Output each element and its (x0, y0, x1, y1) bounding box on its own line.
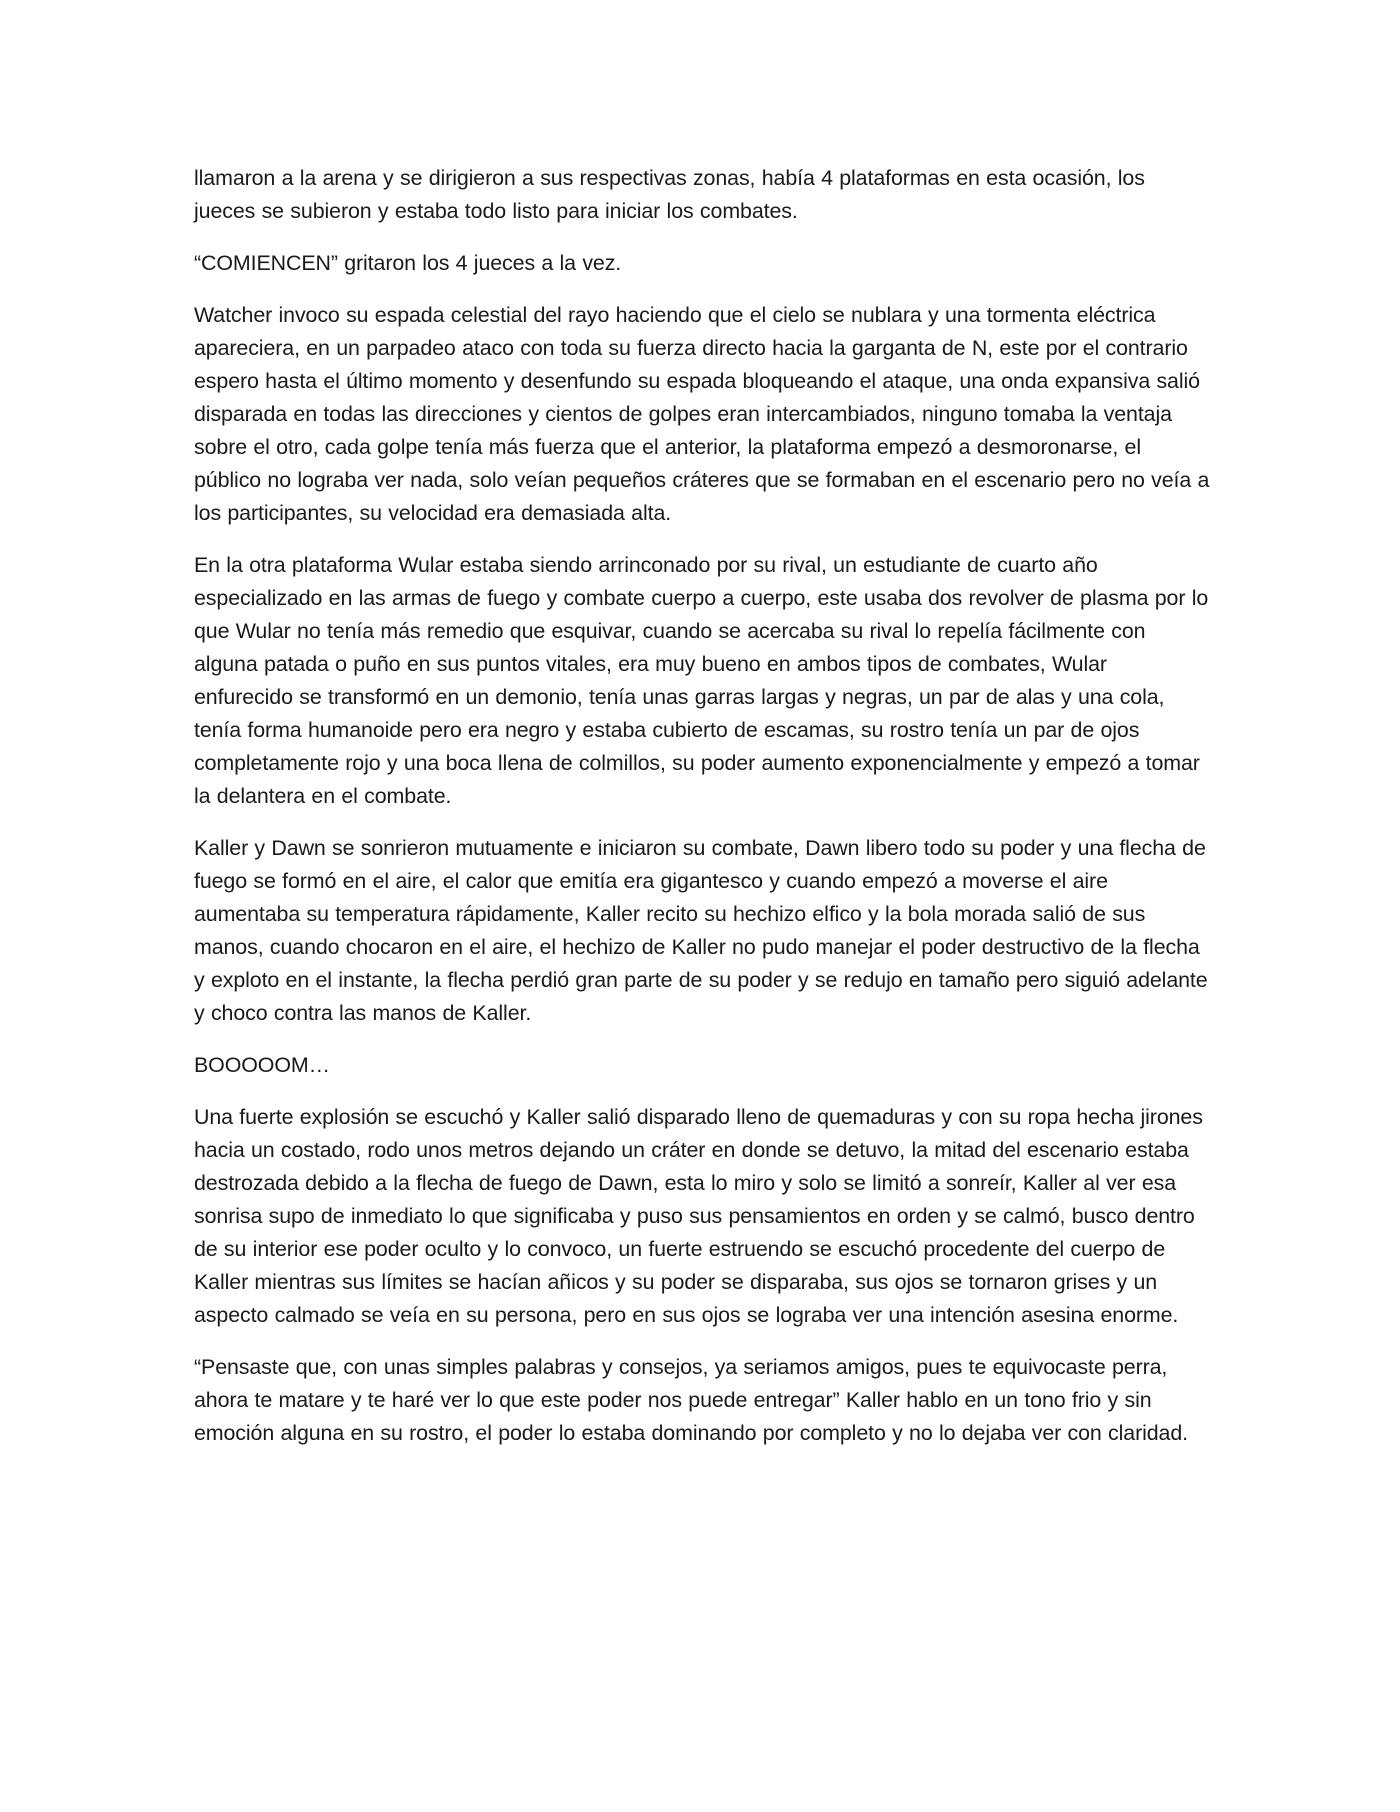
paragraph: Kaller y Dawn se sonrieron mutuamente e iniciaron su combate, Dawn libero todo su poder y una flecha de fuego se formó en el aire, el calor que emitía era gigantesco y cuando empezó a moverse el aire aumentaba su temperatura rápidamente, Kaller recito su hechizo elfico y la bola morada salió de sus manos, cuando chocaron en el aire, el hechizo de Kaller no pudo manejar el poder destructivo de la flecha y exploto en el instante, la flecha perdió gran parte de su poder y se redujo en tamaño pero siguió adelante y choco contra las manos de Kaller. (194, 836, 1208, 1025)
paragraph: BOOOOOM… (194, 1053, 330, 1077)
paragraph: llamaron a la arena y se dirigieron a sus respectivas zonas, había 4 plataformas en esta ocasión, los jueces se subieron y estaba todo listo para iniciar los combates. (194, 166, 1145, 223)
paragraph: “Pensaste que, con unas simples palabras y consejos, ya seriamos amigos, pues te equivocaste perra, ahora te matare y te haré ver lo que este poder nos puede entregar” Kaller hablo en un tono frio y sin emoción alguna en su rostro, el poder lo estaba dominando por completo y no lo dejaba ver con claridad. (194, 1355, 1188, 1445)
paragraph: Watcher invoco su espada celestial del rayo haciendo que el cielo se nublara y una tormenta eléctrica apareciera, en un parpadeo ataco con toda su fuerza directo hacia la garganta de N, este por el contrario espero hasta el último momento y desenfundo su espada bloqueando el ataque, una onda expansiva salió disparada en todas las direcciones y cientos de golpes eran intercambiados, ninguno tomaba la ventaja sobre el otro, cada golpe tenía más fuerza que el anterior, la plataforma empezó a desmoronarse, el público no lograba ver nada, solo veían pequeños cráteres que se formaban en el escenario pero no veía a los participantes, su velocidad era demasiada alta. (194, 303, 1210, 525)
paragraph: En la otra plataforma Wular estaba siendo arrinconado por su rival, un estudiante de cuarto año especializado en las armas de fuego y combate cuerpo a cuerpo, este usaba dos revolver de plasma por lo que Wular no tenía más remedio que esquivar, cuando se acercaba su rival lo repelía fácilmente con alguna patada o puño en sus puntos vitales, era muy bueno en ambos tipos de combates, Wular enfurecido se transformó en un demonio, tenía unas garras largas y negras, un par de alas y una cola, tenía forma humanoide pero era negro y estaba cubierto de escamas, su rostro tenía un par de ojos completamente rojo y una boca llena de colmillos, su poder aumento exponencialmente y empezó a tomar la delantera en el combate. (194, 553, 1209, 808)
paragraph: “COMIENCEN” gritaron los 4 jueces a la vez. (194, 251, 622, 275)
paragraph: Una fuerte explosión se escuchó y Kaller salió disparado lleno de quemaduras y con su ropa hecha jirones hacia un costado, rodo unos metros dejando un cráter en donde se detuvo, la mitad del escenario estaba destrozada debido a la flecha de fuego de Dawn, esta lo miro y solo se limitó a sonreír, Kaller al ver esa sonrisa supo de inmediato lo que significaba y puso sus pensamientos en orden y se calmó, busco dentro de su interior ese poder oculto y lo convoco, un fuerte estruendo se escuchó procedente del cuerpo de Kaller mientras sus límites se hacían añicos y su poder se disparaba, sus ojos se tornaron grises y un aspecto calmado se veía en su persona, pero en sus ojos se lograba ver una intención asesina enorme. (194, 1105, 1203, 1327)
document-body (194, 162, 1212, 1450)
